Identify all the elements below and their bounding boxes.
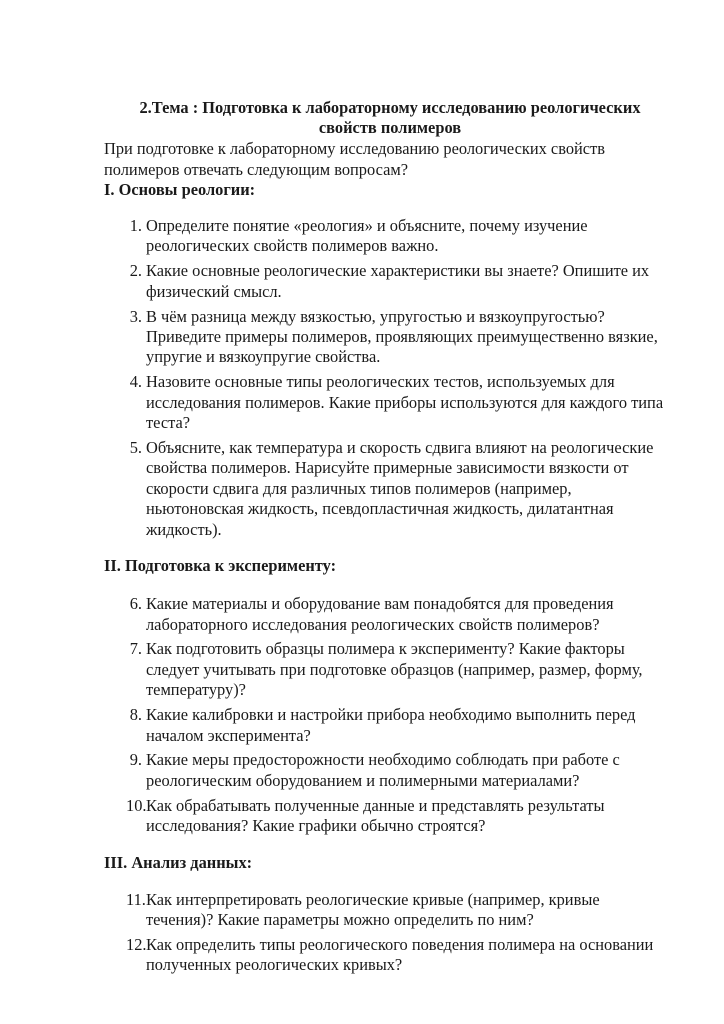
- question-number: 12.: [126, 934, 147, 954]
- section-heading-basics: I. Основы реологии:: [104, 180, 256, 199]
- document-page: [104, 98, 664, 980]
- question-list-preparation: [104, 594, 664, 836]
- question-number: 4.: [129, 372, 142, 392]
- question-text: Как обрабатывать полученные данные и представлять результаты исследования? Какие графики обычно строятся?: [146, 795, 605, 836]
- section-heading-analysis: III. Анализ данных:: [104, 852, 253, 872]
- document-title: [104, 98, 664, 138]
- intro-paragraph: При подготовке к лабораторному исследованию реологических свойств полимеров отвечать следующим вопросам?: [104, 139, 605, 179]
- question-item: [104, 261, 664, 302]
- question-number: 8.: [129, 705, 142, 725]
- question-number: 10.: [126, 795, 147, 815]
- question-item: [104, 372, 664, 433]
- question-list-analysis: [104, 890, 664, 976]
- question-number: 7.: [129, 639, 142, 659]
- question-number: 2.: [129, 261, 142, 281]
- question-item: [104, 796, 664, 837]
- question-text: Как определить типы реологического поведения полимера на основании полученных реологических кривых?: [146, 934, 654, 975]
- question-text: Какие меры предосторожности необходимо соблюдать при работе с реологическим оборудованием и полимерными материалами?: [146, 750, 620, 790]
- question-item: [104, 705, 664, 746]
- question-text: Объясните, как температура и скорость сдвига влияют на реологические свойства полимеров. Нарисуйте примерные зависимости вязкости от скорости сдвига для различных типов полимеров (например, ньютоновская жидкость, псевдопластичная жидкость, дилатантная жидкость).: [146, 438, 654, 539]
- question-text: Какие основные реологические характеристики вы знаете? Опишите их физический смысл.: [146, 261, 650, 301]
- question-item: [104, 750, 664, 791]
- question-number: 6.: [129, 594, 142, 614]
- question-list-basics: [104, 216, 664, 540]
- question-item: [104, 438, 664, 540]
- question-text: Как подготовить образцы полимера к эксперименту? Какие факторы следует учитывать при подготовке образцов (например, размер, форму, температуру)?: [146, 639, 643, 700]
- question-text: Как интерпретировать реологические кривые (например, кривые течения)? Какие параметры можно определить по ним?: [146, 889, 600, 929]
- question-item: [104, 639, 664, 700]
- question-item: [104, 594, 664, 635]
- question-text: Назовите основные типы реологических тестов, используемых для исследования полимеров. Какие приборы используются для каждого типа теста?: [146, 372, 664, 433]
- question-number: 9.: [129, 750, 142, 770]
- section-heading-preparation: II. Подготовка к эксперименту:: [104, 556, 337, 576]
- question-number: 1.: [129, 216, 142, 235]
- question-item: [104, 935, 664, 976]
- title-line-1: 2.Тема : Подготовка к лабораторному исследованию реологических: [139, 98, 641, 117]
- question-item: [104, 216, 664, 257]
- question-number: 3.: [129, 306, 142, 326]
- question-text: Какие материалы и оборудование вам понадобятся для проведения лабораторного исследования реологических свойств полимеров?: [146, 594, 614, 634]
- question-item: [104, 307, 664, 368]
- question-item: [104, 890, 664, 931]
- question-text: В чём разница между вязкостью, упругостью и вязкоупругостью? Приведите примеры полимеров, проявляющих преимущественно вязкие, упругие и вязкоупругие свойства.: [146, 306, 658, 367]
- question-text: Определите понятие «реология» и объясните, почему изучение реологических свойств полимеров важно.: [146, 216, 588, 256]
- question-text: Какие калибровки и настройки прибора необходимо выполнить перед началом эксперимента?: [146, 705, 636, 745]
- question-number: 11.: [126, 889, 146, 909]
- title-line-2: свойств полимеров: [318, 118, 462, 137]
- question-number: 5.: [129, 438, 142, 458]
